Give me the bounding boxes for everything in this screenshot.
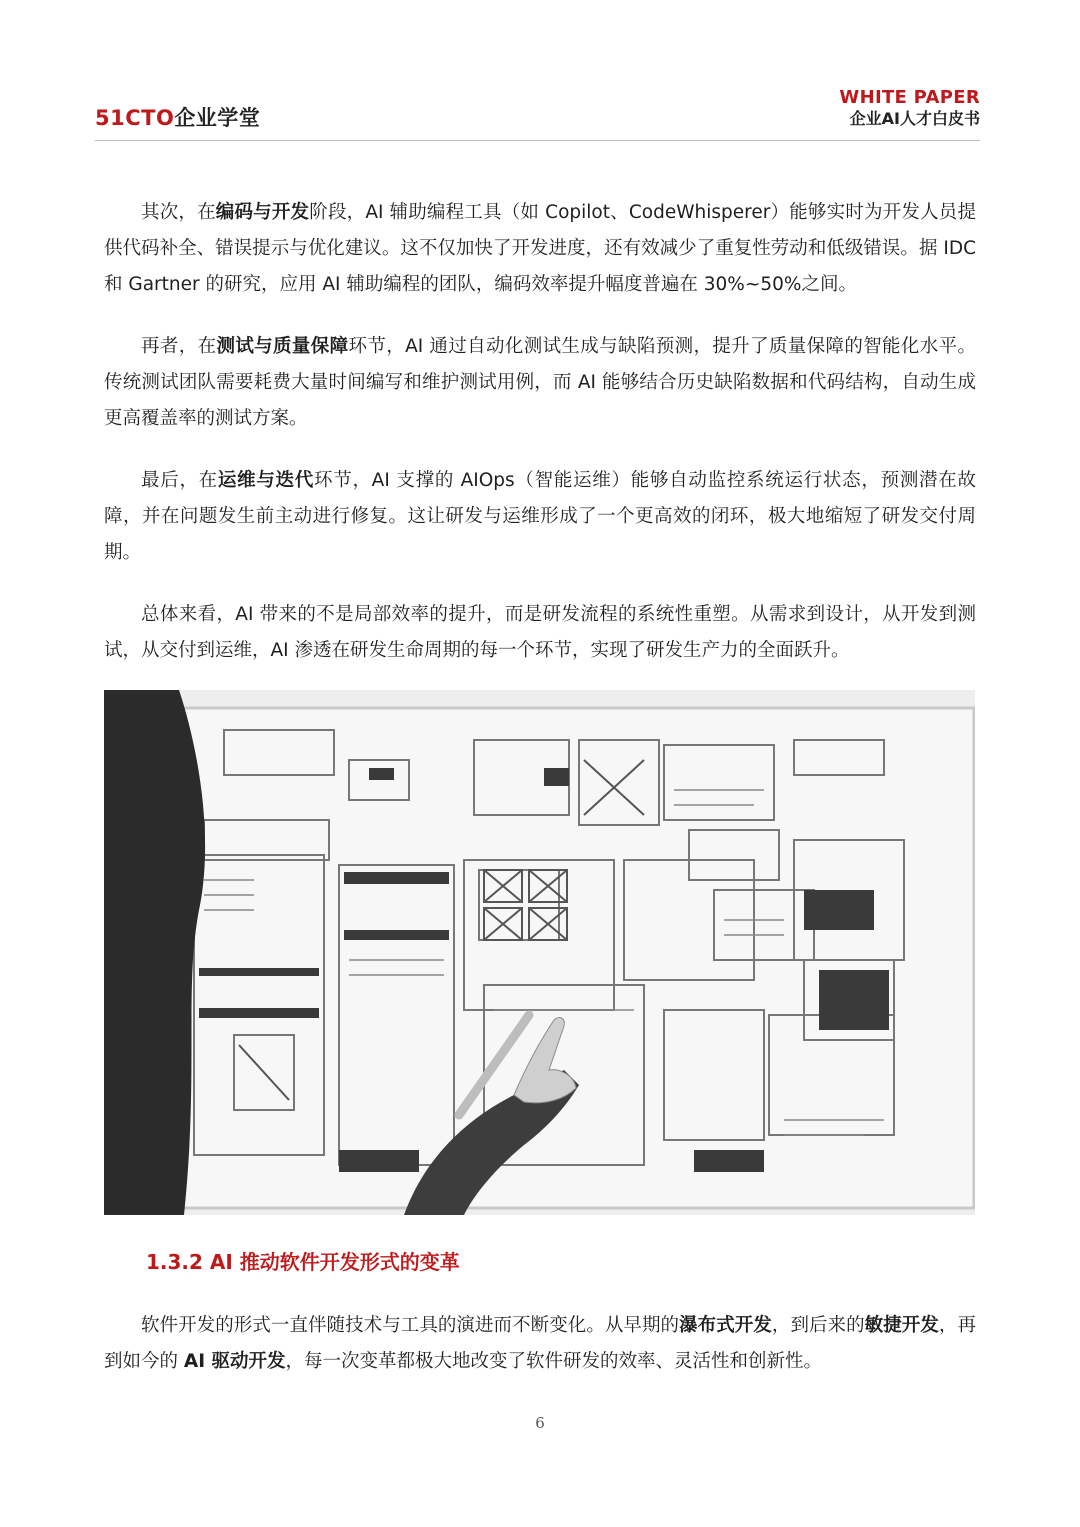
section-heading: 1.3.2 AI 推动软件开发形式的变革 [146,1250,460,1274]
text-run: 环节，AI 支撑的 AIOps（智能运维）能够自动监控系统运行状态，预测潜在故障，并在问题发生前主动进行修复。这让研发与运维形成了一个更高效的闭环，极大地缩短了研发交付周期。 [104,470,976,563]
emphasis-text: 运维与迭代 [217,470,314,491]
text-run: 最后，在 [141,470,218,491]
white-paper-title: WHITE PAPER [839,87,980,108]
paragraph [104,329,976,437]
emphasis-text: 编码与开发 [215,202,310,223]
page-header [95,88,980,141]
text-run: 再者，在 [141,336,217,357]
text-run: ，到后来的 [771,1315,865,1336]
logo-text: 企业学堂 [174,106,261,130]
paragraph [104,1308,976,1380]
paragraph [104,463,976,571]
text-run: ，每一次变革都极大地改变了软件研发的效率、灵活性和创新性。 [285,1351,823,1372]
text-run: 软件开发的形式一直伴随技术与工具的演进而不断变化。从早期的 [141,1315,680,1336]
emphasis-text: 瀑布式开发 [679,1315,772,1336]
paragraph [104,195,976,303]
wireframe-whiteboard-photo [104,690,975,1215]
text-run: 总体来看，AI 带来的不是局部效率的提升，而是研发流程的系统性重塑。从需求到设计，从开发到测试，从交付到运维，AI 渗透在研发生命周期的每一个环节，实现了研发生产力的全面跃升。 [104,604,976,661]
white-paper-subtitle: 企业AI人才白皮书 [849,108,980,128]
paragraph [104,597,976,669]
text-run: ，再到如今的 [104,1315,976,1372]
whiteboard-illustration [104,690,975,1215]
emphasis-text: 敏捷开发 [864,1315,939,1336]
logo-brand: 51CTO [95,106,175,130]
white-paper-label [839,88,980,127]
section-body [104,1308,976,1406]
emphasis-text: 测试与质量保障 [216,336,349,357]
brand-logo [95,102,260,132]
text-run: 其次，在 [141,202,216,223]
emphasis-text: AI 驱动开发 [183,1351,286,1372]
body-text [104,195,976,695]
page-number: 6 [535,1414,545,1432]
text-run: 环节，AI 通过自动化测试生成与缺陷预测，提升了质量保障的智能化水平。传统测试团队需要耗费大量时间编写和维护测试用例，而 AI 能够结合历史缺陷数据和代码结构，自动生成更高覆盖率的测试方案。 [104,336,976,429]
text-run: 阶段，AI 辅助编程工具（如 Copilot、CodeWhisperer）能够实时为开发人员提供代码补全、错误提示与优化建议。这不仅加快了开发进度，还有效减少了重复性劳动和低级错误。据 IDC 和 Gartner 的研究，应用 AI 辅助编程的团队，编码效率提升幅度普遍在 30%~50%之间。 [104,202,976,295]
